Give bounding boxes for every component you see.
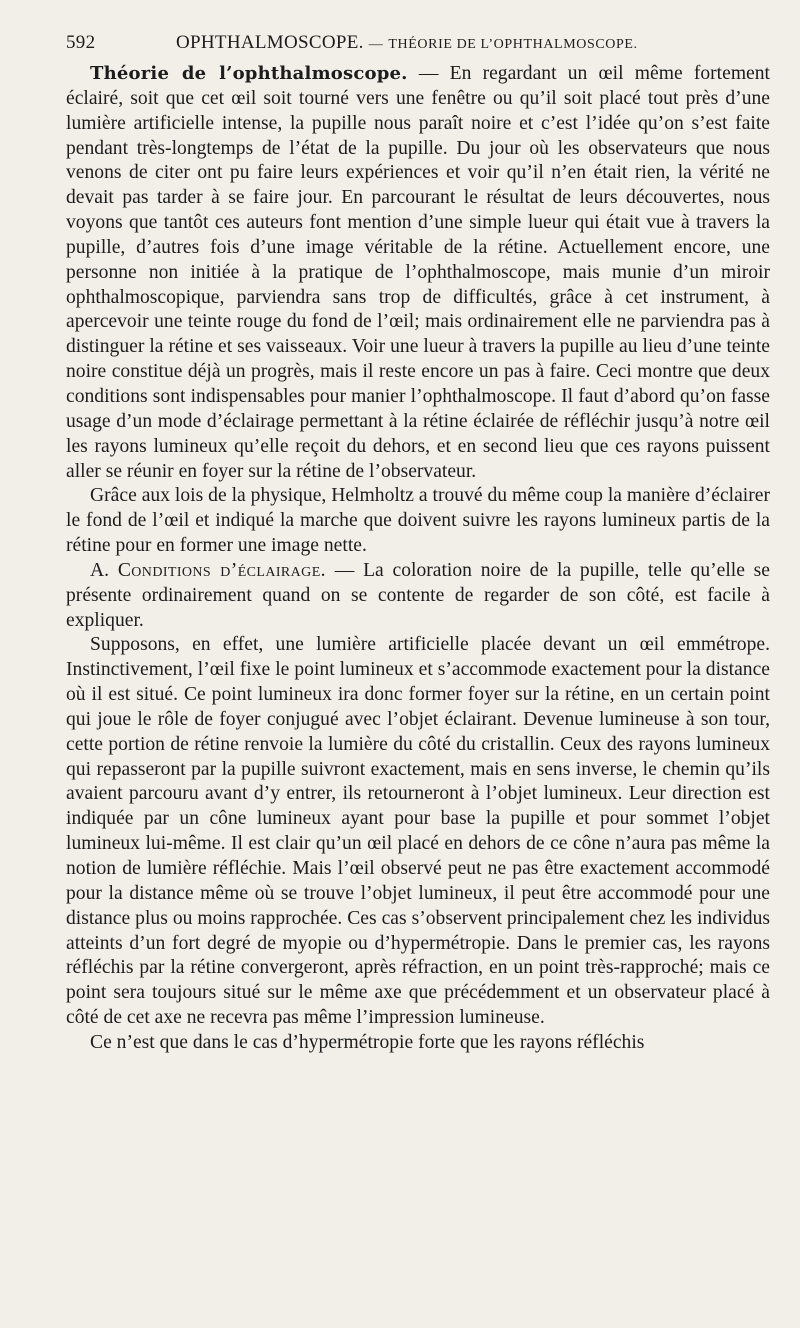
header-title: OPHTHALMOSCOPE.	[176, 32, 364, 53]
body-text	[66, 62, 770, 1056]
paragraph-text: Ce n’est que dans le cas d’hypermétropie forte que les rayons réfléchis	[90, 1031, 645, 1053]
section-heading-conditions: Conditions d’éclairage.	[117, 559, 326, 581]
paragraph-text: La coloration noire de la pupille, telle qu’elle se présente ordinairement quand on se contente de regarder de son côté, est facile à expliquer.	[66, 559, 771, 631]
running-title	[176, 32, 638, 54]
paragraph-theorie	[66, 62, 770, 484]
section-letter: A.	[90, 559, 118, 581]
header-subtitle: THÉORIE DE L’OPHTHALMOSCOPE.	[388, 37, 638, 52]
paragraph-text: Grâce aux lois de la physique, Helmholtz a trouvé du même coup la manière d’éclairer le fond de l’œil et indiqué la marche que doivent suivre les rayons lumineux partis de la rétine pour en former une image nette.	[66, 485, 770, 557]
paragraph-text: Supposons, en effet, une lumière artificielle placée devant un œil emmétrope. Instinctivement, l’œil fixe le point lumineux et s’accommode exactement pour la distance où il est situé. Ce point lumineux ira donc former foyer sur la rétine, en un certain point qui joue le rôle de foyer conjugué avec l’objet éclairant. Devenue lumineuse à son tour, cette portion de rétine renvoie la lumière du côté du cristallin. Ceux des rayons lumineux qui repasseront par la pupille suivront exactement, mais en sens inverse, le chemin qu’ils avaient parcouru avant d’y entrer, ils retourneront à l’objet lumineux. Leur direction est indiquée par un cône lumineux ayant pour base la pupille et pour sommet l’objet lumineux lui-même. Il est clair qu’un œil placé en dehors de ce cône n’aura pas même la notion de lumière réfléchie. Mais l’œil observé peut ne pas être exactement accommodé pour la distance même où se trouve l’objet lumineux, il peut être accommodé pour une distance plus ou moins rapprochée. Ces cas s’observent principalement chez les individus atteints d’un fort degré de myopie ou d’hypermétropie. Dans le premier cas, les rayons réfléchis par la rétine convergeront, après réfraction, en un point très-rapproché; mais ce point sera toujours situé sur le même axe que précédemment et un observateur placé à côté de cet axe ne recevra pas même l’impression lumineuse.	[66, 634, 770, 1029]
heading-dash: —	[325, 559, 364, 581]
paragraph-supposons	[66, 633, 770, 1031]
paragraph-conditions-eclairage	[66, 559, 770, 634]
header-separator: —	[368, 37, 384, 52]
heading-dash: —	[407, 63, 450, 84]
paragraph-hypermetropie	[66, 1031, 770, 1056]
section-heading-theorie: Théorie de l’ophthalmoscope.	[90, 63, 408, 84]
running-header	[66, 32, 768, 56]
paragraph-text: En regardant un œil même fortement éclairé, soit que cet œil soit tourné vers une fenêtre ou qu’il soit placé tout près d’une lumière artificielle intense, la pupille nous paraît noire et c’est l’idée qu’on s’est faite pendant très-longtemps de l’état de la pupille. Du jour où les observateurs que nous venons de citer ont pu faire leurs expériences et voir qu’il n’en était rien, la vérité ne devait pas tarder à se faire jour. En parcourant le résultat de leurs découvertes, nous voyons que tantôt ces auteurs font mention d’une simple lueur qui était vue à travers la pupille, d’autres fois d’une image véritable de la rétine. Actuellement encore, une personne non initiée à la pratique de l’ophthalmoscope, mais munie d’un miroir ophthalmoscopique, parviendra sans trop de difficultés, grâce à cet instrument, à apercevoir une teinte rouge du fond de l’œil; mais ordinairement elle ne parviendra pas à distinguer la rétine et ses vaisseaux. Voir une lueur à travers la pupille au lieu d’une teinte noire constitue déjà un progrès, mais il reste encore un pas à faire. Ceci montre que deux conditions sont indispensables pour manier l’ophthalmoscope. Il faut d’abord qu’on fasse usage d’un mode d’éclairage permettant à la rétine éclairée de réfléchir jusqu’à notre œil les rayons lumineux qu’elle reçoit du dehors, et en second lieu que ces rayons puissent aller se réunir en foyer sur la rétine de l’observateur.	[66, 63, 770, 482]
page-number: 592	[66, 32, 96, 53]
paragraph-helmholtz	[66, 484, 770, 559]
